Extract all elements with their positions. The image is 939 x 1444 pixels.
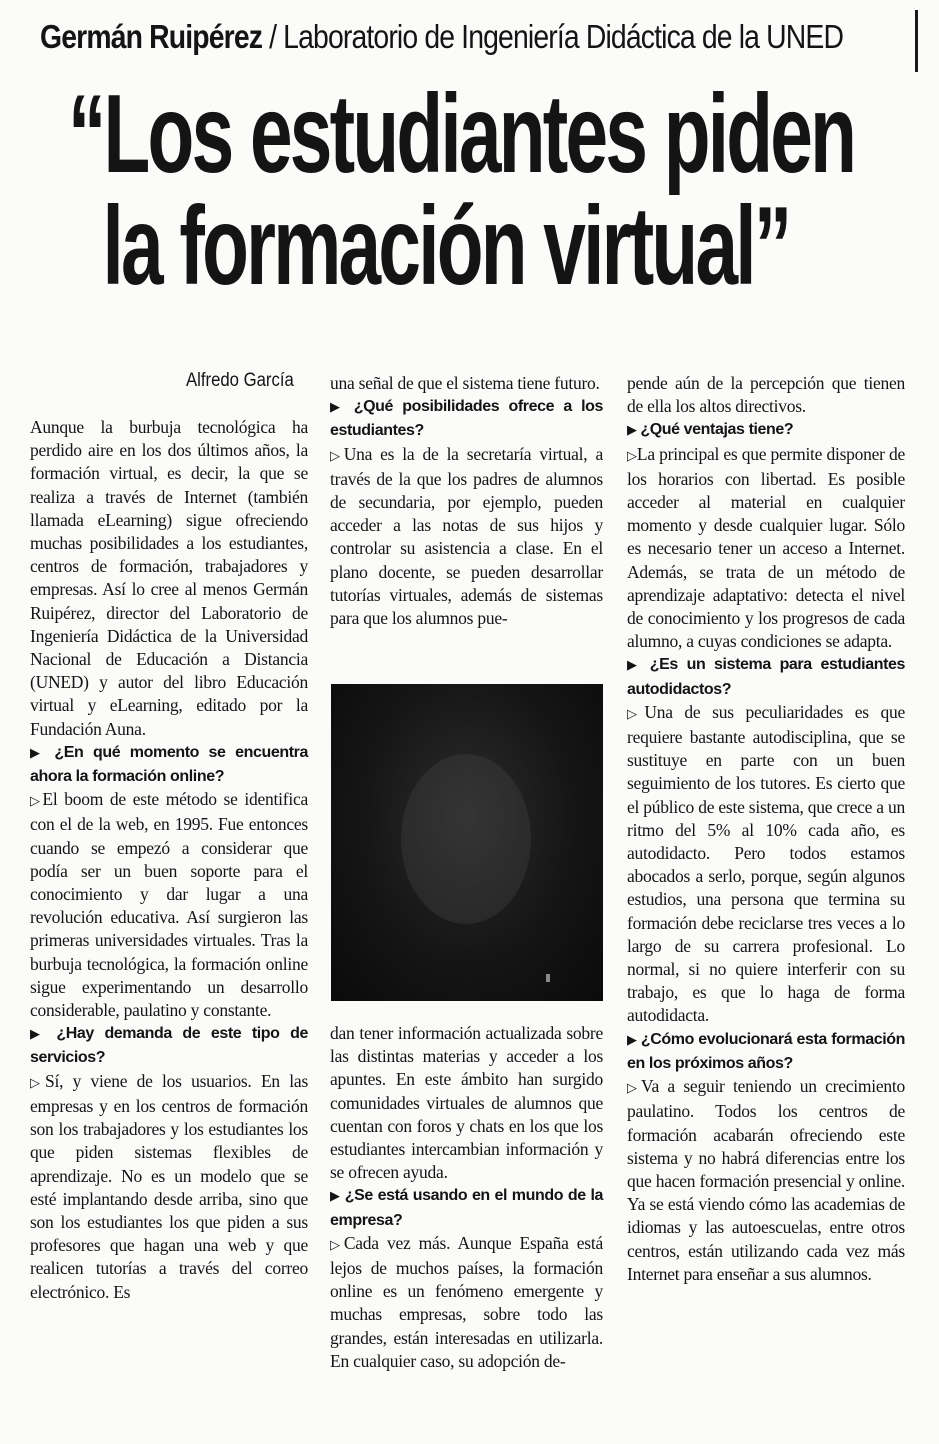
answer: ▷ La principal es que permite disponer de los horarios con libertad. Es posible acceder al material en cualquier momento y desde cualquier lugar. Sólo es necesario tener un acceso a Internet. Además, se trata de un método de aprendizaje adaptativo: detecta el nivel de conocimiento y los progresos de cada alumno, a cuyas condiciones se adapta. [627,443,905,654]
kicker [40,18,844,56]
paragraph: dan tener información actualizada sobre las distintas materias y acceder a los apuntes. En este ámbito han surgido comunidades virtuales de alumnos que cuentan con foros y chats en los que los estudiantes intercambian información y se ofrecen ayuda. [330,1023,603,1183]
headline-line-2: la formación virtual” [102,184,790,308]
paragraph: pende aún de la percepción que tienen de ella los altos directivos. [627,373,905,417]
interview-photo [331,684,603,1001]
paragraph: una señal de que el sistema tiene futuro. [330,373,600,393]
article-column-1 [30,416,308,1304]
answer: ▷ Una de sus peculiaridades es que requiere bastante autodisciplina, que se sustituye en parte con un buen seguimiento de los tutores. Es cierto que el público de este sistema, que crece a un ritmo del 5% al 10% cada año, es autodidacto. Pero todos estamos abocados a serlo, porque, según algunos estudios, una persona que termina su formación debe reciclarse tres veces a lo largo de su carrera profesional. Lo normal, si no quiere interferir con su trabajo, es que lo haga de forma autodidacta. [627,701,905,1028]
interviewee-name: Germán Ruipérez [40,18,263,55]
byline: Alfredo García [186,370,294,391]
question: ▶ ¿Se está usando en el mundo de la empresa? [330,1184,603,1231]
paragraph: Aunque la burbuja tecnológica ha perdido aire en los dos últimos años, la formación virtual, es decir, la que se realiza a través de Internet (también llamada eLearning) sigue ofreciendo muchas posibilidades a los estudiantes, centros de formación, trabajadores y empresas. Así lo cree al menos Germán Ruipérez, director del Laboratorio de Ingeniería Didáctica de la Universidad Nacional de Educación a Distancia (UNED) y autor del libro Educación virtual y eLearning, editado por la Fundación Auna. [30,417,308,739]
answer: ▷ Una es la de la secretaría virtual, a través de la que los padres de alumnos de secundaria, por ejemplo, pueden acceder a las notas de sus hijos y controlar su asistencia a clase. En el plano docente, se pueden desarrollar tutorías virtuales, además de sistemas para que los alumnos pue- [330,443,603,631]
photo-mark [546,974,550,982]
question: ▶ ¿Hay demanda de este tipo de servicios? [30,1022,308,1069]
answer: ▷ Va a seguir teniendo un crecimiento paulatino. Todos los centros de formación acabarán ofreciendo este sistema y no habrá diferencias entre los que hacen formación presencial y online. Ya se está viendo cómo las academias de idiomas y las autoescuelas, entre otros centros, están utilizando cada vez más Internet para enseñar a sus alumnos. [627,1075,905,1286]
answer: ▷ Sí, y viene de los usuarios. En las empresas y en los centros de formación son los trabajadores y los estudiantes los que piden sistemas flexibles de aprendizaje. No es un modelo que se esté implantando desde arriba, sino que son los estudiantes los que piden a sus profesores que hagan una web y que realicen tutorías a través del correo electrónico. Es [30,1070,308,1304]
question: ▶ ¿En qué momento se encuentra ahora la formación online? [30,741,308,788]
photo-portrait [401,754,531,924]
article-column-2-top [330,372,603,630]
question: ▶ ¿Qué ventajas tiene? [627,418,905,442]
question: ▶ ¿Es un sistema para estudiantes autodidactos? [627,653,905,700]
article-column-3 [627,372,905,1286]
question: ▶ ¿Cómo evolucionará esta formación en los próximos años? [627,1028,905,1075]
answer: ▷ Cada vez más. Aunque España está lejos de muchos países, la formación online es un fenómeno emergente y muchas empresas, sobre todo las grandes, están interesadas en utilizarla. En cualquier caso, su adopción de- [330,1232,603,1373]
answer: ▷ El boom de este método se identifica con el de la web, en 1995. Fue entonces cuando se empezó a considerar que podía ser un buen soporte para el conocimiento y dar lugar a una revolución educativa. Así surgieron las primeras universidades virtuales. Tras la burbuja tecnológica, la formación online sigue experimentando un desarrollo considerable, paulatino y constante. [30,788,308,1022]
headline-line-1: “Los estudiantes piden [68,72,855,196]
headline [68,72,855,308]
interviewee-org: / Laboratorio de Ingeniería Didáctica de la UNED [269,18,844,55]
column-rule [915,10,918,72]
question: ▶ ¿Qué posibilidades ofrece a los estudiantes? [330,395,603,442]
article-column-2-bottom [330,1022,603,1373]
